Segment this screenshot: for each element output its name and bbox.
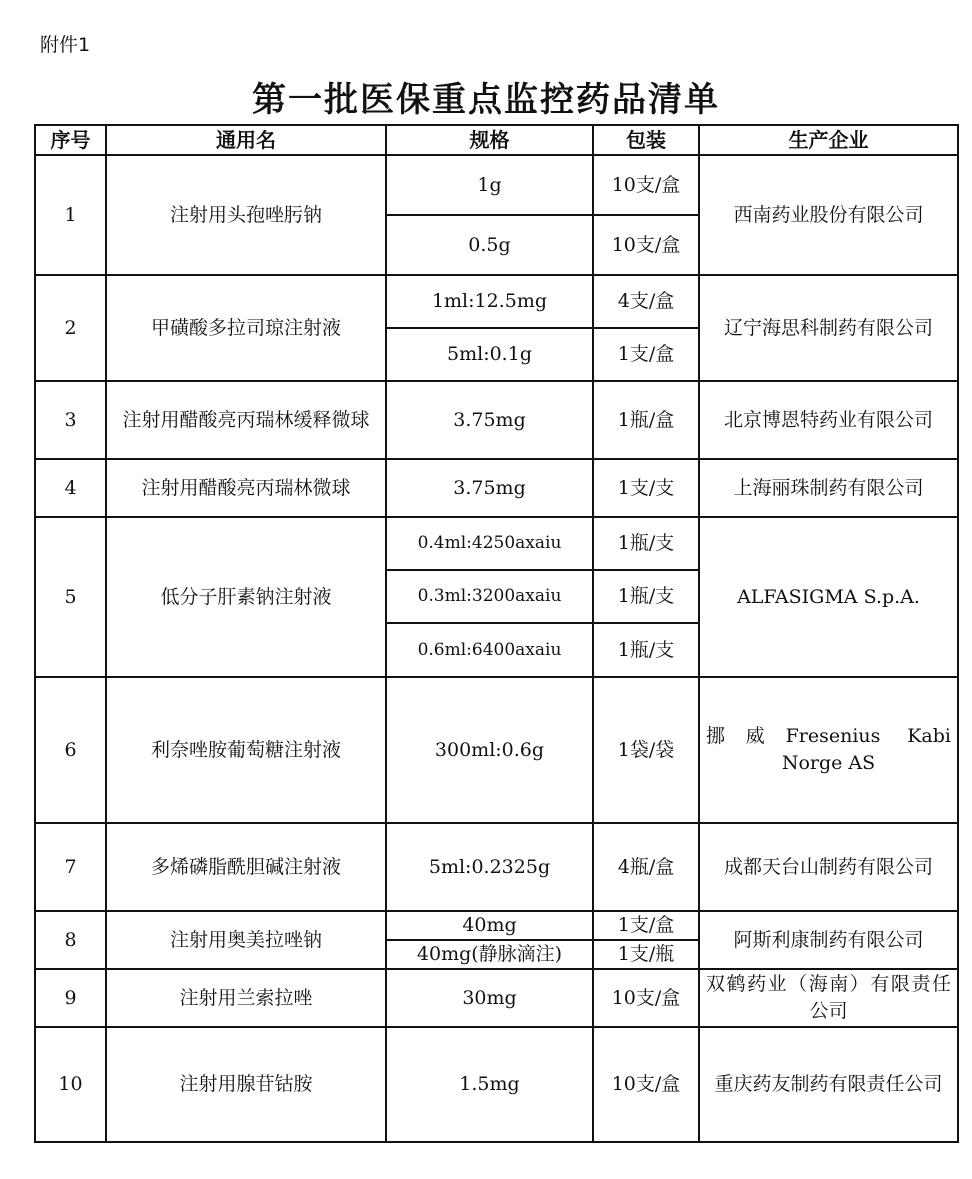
table-row: [35, 969, 958, 1027]
row-maker: 上海丽珠制药有限公司: [699, 459, 958, 517]
row-spec: 5ml:0.2325g: [386, 823, 593, 911]
row-name: 注射用头孢唑肟钠: [106, 155, 386, 275]
row-name: 注射用醋酸亮丙瑞林微球: [106, 459, 386, 517]
row-spec: 5ml:0.1g: [386, 328, 593, 381]
table-row: [35, 1027, 958, 1142]
table-row: [35, 823, 958, 911]
table-row: [35, 381, 958, 459]
row-spec: 40mg(静脉滴注): [386, 940, 593, 969]
table-row: [35, 459, 958, 517]
row-spec: 3.75mg: [386, 381, 593, 459]
row-name: 注射用腺苷钴胺: [106, 1027, 386, 1142]
page-title: 第一批医保重点监控药品清单: [252, 80, 720, 120]
row-spec: 3.75mg: [386, 459, 593, 517]
row-pack: 1瓶/支: [593, 517, 699, 570]
row-maker: 重庆药友制药有限责任公司: [699, 1027, 958, 1142]
table-row: [35, 275, 958, 328]
row-pack: 10支/盒: [593, 215, 699, 275]
row-pack: 4瓶/盒: [593, 823, 699, 911]
row-maker: ALFASIGMA S.p.A.: [699, 517, 958, 677]
row-name: 注射用醋酸亮丙瑞林缓释微球: [106, 381, 386, 459]
row-maker: 西南药业股份有限公司: [699, 155, 958, 275]
row-spec: 1.5mg: [386, 1027, 593, 1142]
table-row: [35, 517, 958, 570]
row-seq: 8: [35, 911, 106, 969]
row-name: 低分子肝素钠注射液: [106, 517, 386, 677]
table-row: [35, 677, 958, 823]
row-pack: 10支/盒: [593, 1027, 699, 1142]
row-seq: 1: [35, 155, 106, 275]
row-spec: 0.4ml:4250axaiu: [386, 517, 593, 570]
row-name: 甲磺酸多拉司琼注射液: [106, 275, 386, 381]
row-pack: 1瓶/盒: [593, 381, 699, 459]
table-row: [35, 911, 958, 940]
row-spec: 1ml:12.5mg: [386, 275, 593, 328]
row-pack: 1支/瓶: [593, 940, 699, 969]
row-pack: 10支/盒: [593, 969, 699, 1027]
row-pack: 1瓶/支: [593, 623, 699, 677]
row-seq: 6: [35, 677, 106, 823]
row-seq: 3: [35, 381, 106, 459]
row-seq: 5: [35, 517, 106, 677]
row-maker: 成都天台山制药有限公司: [699, 823, 958, 911]
row-pack: 1支/支: [593, 459, 699, 517]
header-name: 通用名: [106, 125, 386, 155]
row-maker: 辽宁海思科制药有限公司: [699, 275, 958, 381]
row-seq: 10: [35, 1027, 106, 1142]
row-pack: 4支/盒: [593, 275, 699, 328]
row-name: 注射用兰索拉唑: [106, 969, 386, 1027]
header-spec: 规格: [386, 125, 593, 155]
table-row: [35, 155, 958, 215]
row-pack: 1支/盒: [593, 328, 699, 381]
row-pack: 1支/盒: [593, 911, 699, 940]
header-seq: 序号: [35, 125, 106, 155]
row-name: 多烯磷脂酰胆碱注射液: [106, 823, 386, 911]
row-seq: 9: [35, 969, 106, 1027]
drug-list-table: [34, 124, 959, 1143]
row-spec: 0.5g: [386, 215, 593, 275]
row-pack: 10支/盒: [593, 155, 699, 215]
row-maker: 北京博恩特药业有限公司: [699, 381, 958, 459]
row-pack: 1瓶/支: [593, 570, 699, 623]
row-maker: 阿斯利康制药有限公司: [699, 911, 958, 969]
row-spec: 300ml:0.6g: [386, 677, 593, 823]
header-pack: 包装: [593, 125, 699, 155]
row-spec: 0.6ml:6400axaiu: [386, 623, 593, 677]
row-seq: 2: [35, 275, 106, 381]
row-seq: 4: [35, 459, 106, 517]
row-maker: 挪威Fresenius Kabi Norge AS: [699, 677, 958, 823]
header-maker: 生产企业: [699, 125, 958, 155]
row-seq: 7: [35, 823, 106, 911]
attachment-label: 附件1: [40, 34, 91, 56]
row-pack: 1袋/袋: [593, 677, 699, 823]
row-name: 注射用奥美拉唑钠: [106, 911, 386, 969]
row-name: 利奈唑胺葡萄糖注射液: [106, 677, 386, 823]
table-header-row: [35, 125, 958, 155]
row-spec: 30mg: [386, 969, 593, 1027]
row-spec: 0.3ml:3200axaiu: [386, 570, 593, 623]
row-maker: 双鹤药业（海南）有限责任公司: [699, 969, 958, 1027]
row-spec: 1g: [386, 155, 593, 215]
row-spec: 40mg: [386, 911, 593, 940]
